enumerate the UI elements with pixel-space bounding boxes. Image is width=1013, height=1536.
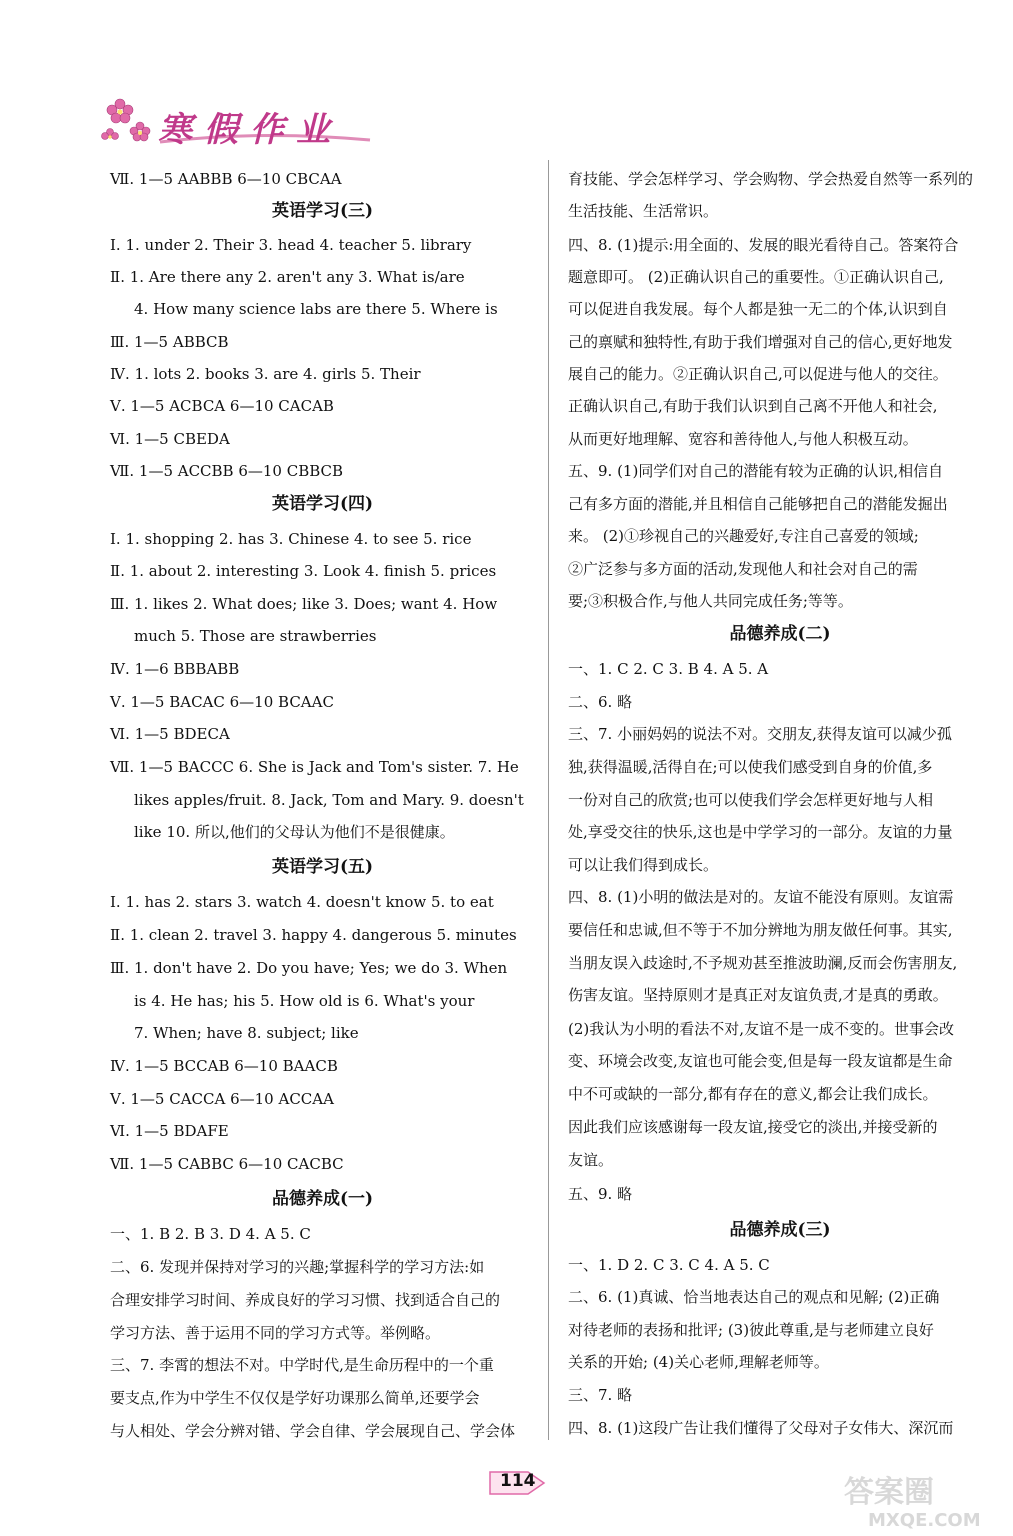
- answer-line: 正确认识自己,有助于我们认识到自己离不开他人和社会,: [568, 397, 938, 415]
- section-heading: 品德养成(一): [271, 1189, 374, 1209]
- answer-line: 独,获得温暖,活得自在;可以使我们感受到自身的价值,多: [568, 758, 933, 776]
- answer-line: Ⅵ. 1—5 BDECA: [110, 725, 230, 743]
- answer-line: 一、1. C 2. C 3. B 4. A 5. A: [568, 660, 769, 678]
- answer-line: (2)我认为小明的看法不对,友谊不是一成不变的。世事会改: [568, 1020, 955, 1038]
- answer-line: 中不可或缺的一部分,都有存在的意义,都会让我们成长。: [568, 1085, 938, 1103]
- answer-line: Ⅲ. 1—5 ABBCB: [110, 333, 229, 351]
- header-title: 寒假作业: [158, 110, 342, 150]
- answer-line: 7. When; have 8. subject; like: [134, 1024, 359, 1042]
- answer-line: 三、7. 略: [568, 1386, 633, 1404]
- answer-line: 友谊。: [568, 1151, 614, 1169]
- answer-line: is 4. He has; his 5. How old is 6. What's your: [134, 992, 475, 1010]
- answer-line: 4. How many science labs are there 5. Where is: [134, 300, 498, 318]
- answer-line: 三、7. 李霄的想法不对。中学时代,是生命历程中的一个重: [110, 1356, 494, 1374]
- answer-line: likes apples/fruit. 8. Jack, Tom and Mary. 9. doesn't: [134, 791, 524, 809]
- answer-line: Ⅵ. 1—5 CBEDA: [110, 430, 230, 448]
- answer-line: Ⅲ. 1. don't have 2. Do you have; Yes; we do 3. When: [110, 959, 508, 977]
- answer-line: ②广泛参与多方面的活动,发现他人和社会对自己的需: [568, 560, 918, 578]
- answer-line: 展自己的能力。②正确认识自己,可以促进与他人的交往。: [568, 365, 948, 383]
- answer-line: 从而更好地理解、宽容和善待他人,与他人积极互动。: [568, 430, 918, 448]
- answer-line: 五、9. (1)同学们对自己的潜能有较为正确的认识,相信自: [568, 462, 944, 480]
- page-number-badge: [488, 1468, 546, 1498]
- answer-line: Ⅱ. 1. clean 2. travel 3. happy 4. dangerous 5. minutes: [110, 926, 517, 944]
- section-heading: 品德养成(二): [729, 624, 831, 644]
- answer-line: Ⅲ. 1. likes 2. What does; like 3. Does; want 4. How: [110, 595, 498, 613]
- answer-line: 二、6. (1)真诚、恰当地表达自己的观点和见解; (2)正确: [568, 1288, 940, 1306]
- answer-line: 一、1. D 2. C 3. C 4. A 5. C: [568, 1256, 770, 1274]
- header-banner: [100, 90, 380, 150]
- answer-line: 对待老师的表扬和批评; (3)彼此尊重,是与老师建立良好: [568, 1321, 934, 1339]
- answer-line: 生活技能、生活常识。: [568, 202, 719, 220]
- answer-line: 二、6. 略: [568, 693, 633, 711]
- svg-text:MXQE.COM: MXQE.COM: [868, 1510, 981, 1530]
- answer-line: 来。 (2)①珍视自己的兴趣爱好,专注自己喜爱的领域;: [568, 527, 919, 545]
- answer-line: 处,享受交往的快乐,这也是中学学习的一部分。友谊的力量: [568, 823, 953, 841]
- answer-line: like 10. 所以,他们的父母认为他们不是很健康。: [134, 823, 455, 841]
- column-divider: [548, 160, 549, 1440]
- answer-line: Ⅴ. 1—5 ACBCA 6—10 CACAB: [110, 397, 334, 415]
- answer-line: 五、9. 略: [568, 1185, 633, 1203]
- answer-line: Ⅶ. 1—5 BACCC 6. She is Jack and Tom's sister. 7. He: [110, 758, 519, 776]
- answer-line: 合理安排学习时间、养成良好的学习习惯、找到适合自己的: [110, 1291, 501, 1309]
- answer-line: 学习方法、善于运用不同的学习方式等。举例略。: [110, 1324, 441, 1342]
- answer-line: Ⅳ. 1—6 BBBABB: [110, 660, 240, 678]
- section-heading: 品德养成(三): [729, 1220, 831, 1240]
- svg-text:答案圈: 答案圈: [844, 1475, 934, 1510]
- answer-line: Ⅰ. 1. has 2. stars 3. watch 4. doesn't know 5. to eat: [110, 893, 494, 911]
- answer-line: 要信任和忠诚,但不等于不加分辨地为朋友做任何事。其实,: [568, 921, 953, 939]
- answer-line: 要;③积极合作,与他人共同完成任务;等等。: [568, 592, 853, 610]
- section-heading: 英语学习(三): [271, 201, 374, 221]
- answer-line: 当朋友误入歧途时,不予规劝甚至推波助澜,反而会伤害朋友,: [568, 954, 958, 972]
- section-heading: 英语学习(四): [271, 494, 374, 514]
- answer-line: 与人相处、学会分辨对错、学会自律、学会展现自己、学会体: [110, 1422, 516, 1440]
- answer-line: Ⅵ. 1—5 BDAFE: [110, 1122, 229, 1140]
- answer-line: much 5. Those are strawberries: [134, 627, 377, 645]
- answer-line: Ⅱ. 1. Are there any 2. aren't any 3. What is/are: [110, 268, 465, 286]
- answer-line: 四、8. (1)提示:用全面的、发展的眼光看待自己。答案符合: [568, 236, 959, 254]
- answer-line: Ⅴ. 1—5 BACAC 6—10 BCAAC: [110, 693, 334, 711]
- answer-line: 一、1. B 2. B 3. D 4. A 5. C: [110, 1225, 311, 1243]
- page-number: 114: [500, 1471, 536, 1491]
- answer-line: 二、6. 发现并保持对学习的兴趣;掌握科学的学习方法:如: [110, 1258, 485, 1276]
- answer-line: Ⅶ. 1—5 AABBB 6—10 CBCAA: [110, 170, 342, 188]
- answer-line: 一份对自己的欣赏;也可以使我们学会怎样更好地与人相: [568, 791, 934, 809]
- answer-line: 四、8. (1)这段广告让我们懂得了父母对子女伟大、深沉而: [568, 1419, 954, 1437]
- answer-line: 伤害友谊。坚持原则才是真正对友谊负责,才是真的勇敢。: [568, 986, 948, 1004]
- answer-line: 三、7. 小丽妈妈的说法不对。交朋友,获得友谊可以减少孤: [568, 725, 952, 743]
- answer-line: 可以促进自我发展。每个人都是独一无二的个体,认识到自: [568, 300, 948, 318]
- watermark: [838, 1470, 1008, 1530]
- answer-line: Ⅶ. 1—5 CABBC 6—10 CACBC: [110, 1155, 344, 1173]
- answer-line: 四、8. (1)小明的做法是对的。友谊不能没有原则。友谊需: [568, 888, 954, 906]
- answer-line: Ⅱ. 1. about 2. interesting 3. Look 4. finish 5. prices: [110, 562, 497, 580]
- answer-line: 育技能、学会怎样学习、学会购物、学会热爱自然等一系列的: [568, 170, 974, 188]
- answer-line: 己的禀赋和独特性,有助于我们增强对自己的信心,更好地发: [568, 333, 953, 351]
- answer-line: 关系的开始; (4)关心老师,理解老师等。: [568, 1353, 829, 1371]
- answer-line: 因此我们应该感谢每一段友谊,接受它的淡出,并接受新的: [568, 1118, 938, 1136]
- answer-line: Ⅶ. 1—5 ACCBB 6—10 CBBCB: [110, 462, 344, 480]
- answer-line: Ⅳ. 1. lots 2. books 3. are 4. girls 5. Their: [110, 365, 421, 383]
- answer-line: Ⅴ. 1—5 CACCA 6—10 ACCAA: [110, 1090, 334, 1108]
- answer-line: 变、环境会改变,友谊也可能会变,但是每一段友谊都是生命: [568, 1052, 953, 1070]
- answer-line: Ⅳ. 1—5 BCCAB 6—10 BAACB: [110, 1057, 338, 1075]
- answer-line: Ⅰ. 1. under 2. Their 3. head 4. teacher 5. library: [110, 236, 472, 254]
- watermark-logo-icon: [838, 1470, 1008, 1530]
- answer-line: 题意即可。 (2)正确认识自己的重要性。①正确认识自己,: [568, 268, 944, 286]
- answer-line: 可以让我们得到成长。: [568, 856, 719, 874]
- answer-line: 己有多方面的潜能,并且相信自己能够把自己的潜能发掘出: [568, 495, 948, 513]
- answer-line: 要支点,作为中学生不仅仅是学好功课那么简单,还要学会: [110, 1389, 480, 1407]
- section-heading: 英语学习(五): [271, 857, 374, 877]
- answer-line: Ⅰ. 1. shopping 2. has 3. Chinese 4. to see 5. rice: [110, 530, 472, 548]
